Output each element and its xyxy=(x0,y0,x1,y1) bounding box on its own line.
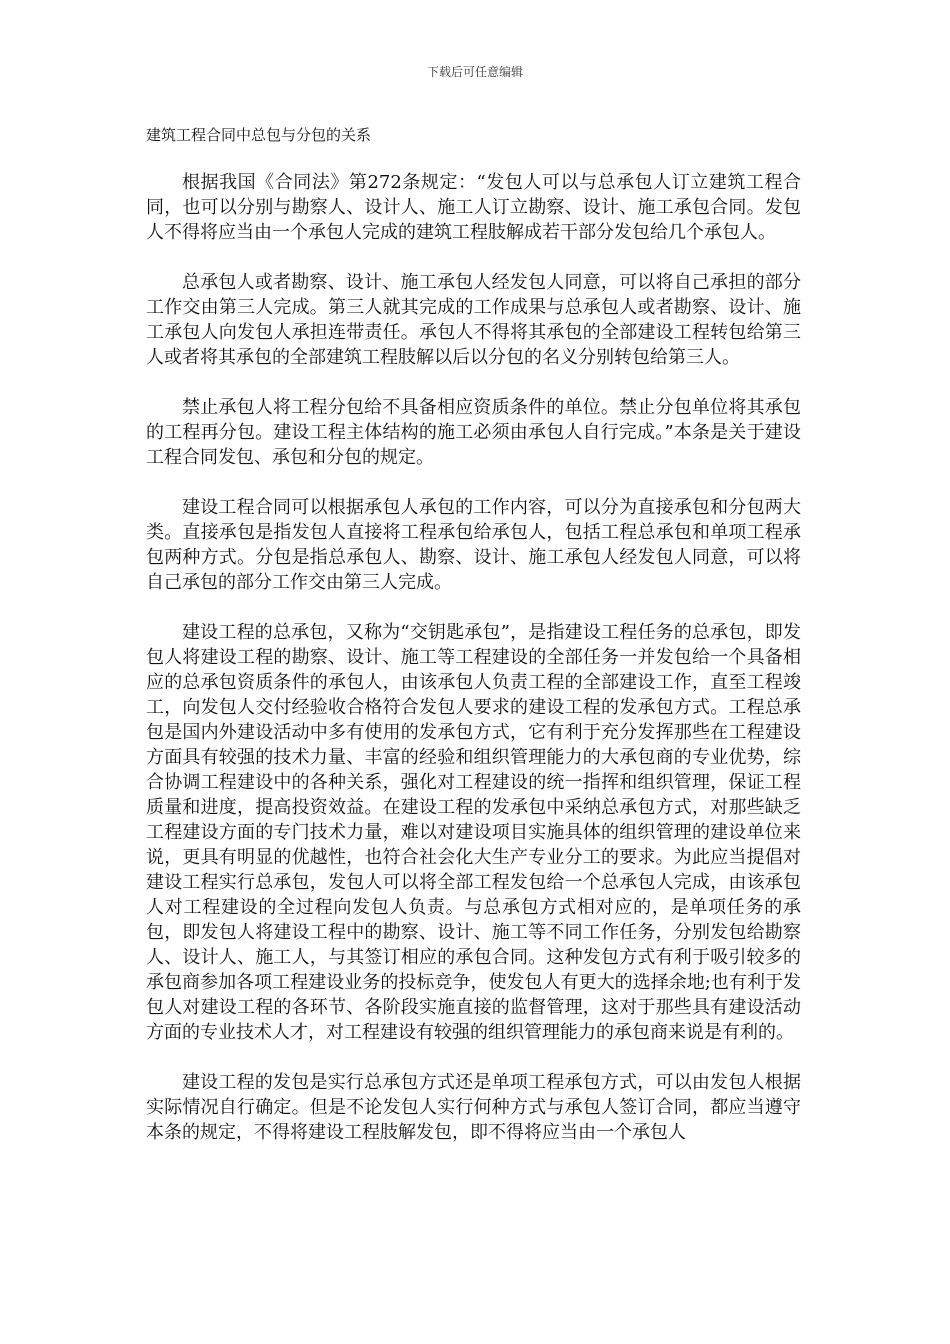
paragraph-1: 根据我国《合同法》第272条规定：“发包人可以与总承包人订立建筑工程合同，也可以分别与勘察人、设计人、施工人订立勘察、设计、施工承包合同。发包人不得将应当由一个承包人完成的建筑工程肢解成若干部分发包给几个承包人。 xyxy=(146,172,801,243)
paragraph-5: 建设工程的总承包，又称为“交钥匙承包”，是指建设工程任务的总承包，即发包人将建设工程的勘察、设计、施工等工程建设的全部任务一并发包给一个具备相应的总承包资质条件的承包人，由该承包人负责工程的全部建设工作，直至工程竣工，向发包人交付经验收合格符合发包人要求的建设工程的发承包方式。工程总承包是国内外建设活动中多有使用的发承包方式，它有利于充分发挥那些在工程建设方面具有较强的技术力量、丰富的经验和组织管理能力的大承包商的专业优势，综合协调工程建设中的各种关系，强化对工程建设的统一指挥和组织管理，保证工程质量和进度，提高投资效益。在建设工程的发承包中采纳总承包方式，对那些缺乏工程建设方面的专门技术力量，难以对建设项目实施具体的组织管理的建设单位来说，更具有明显的优越性，也符合社会化大生产专业分工的要求。为此应当提倡对建设工程实行总承包，发包人可以将全部工程发包给一个总承包人完成，由该承包人对工程建设的全过程向发包人负责。与总承包方式相对应的，是单项任务的承包，即发包人将建设工程中的勘察、设计、施工等不同工作任务，分别发包给勘察人、设计人、施工人，与其签订相应的承包合同。这种发包方式有利于吸引较多的承包商参加各项工程建设业务的投标竞争，使发包人有更大的选择余地;也有利于发包人对建设工程的各环节、各阶段实施直接的监督管理，这对于那些具有建设活动方面的专业技术人才，对工程建设有较强的组织管理能力的承包商来说是有利的。 xyxy=(146,622,801,1043)
paragraph-3: 禁止承包人将工程分包给不具备相应资质条件的单位。禁止分包单位将其承包的工程再分包。建设工程主体结构的施工必须由承包人自行完成。”本条是关于建设工程合同发包、承包和分包的规定。 xyxy=(146,397,801,468)
paragraph-6: 建设工程的发包是实行总承包方式还是单项工程承包方式，可以由发包人根据实际情况自行确定。但是不论发包人实行何种方式与承包人签订合同，都应当遵守本条的规定，不得将建设工程肢解发包，即不得将应当由一个承包人 xyxy=(146,1072,801,1143)
document-body xyxy=(146,170,801,1170)
paragraph-2: 总承包人或者勘察、设计、施工承包人经发包人同意，可以将自己承担的部分工作交由第三人完成。第三人就其完成的工作成果与总承包人或者勘察、设计、施工承包人向发包人承担连带责任。承包人不得将其承包的全部建设工程转包给第三人或者将其承包的全部建筑工程肢解以后以分包的名义分别转包给第三人。 xyxy=(146,272,801,368)
header-note: 下载后可任意编辑 xyxy=(426,65,523,79)
paragraph-4: 建设工程合同可以根据承包人承包的工作内容，可以分为直接承包和分包两大类。直接承包是指发包人直接将工程承包给承包人，包括工程总承包和单项工程承包两种方式。分包是指总承包人、勘察、设计、施工承包人经发包人同意，可以将自己承包的部分工作交由第三人完成。 xyxy=(146,497,801,593)
document-title: 建筑工程合同中总包与分包的关系 xyxy=(146,126,372,144)
